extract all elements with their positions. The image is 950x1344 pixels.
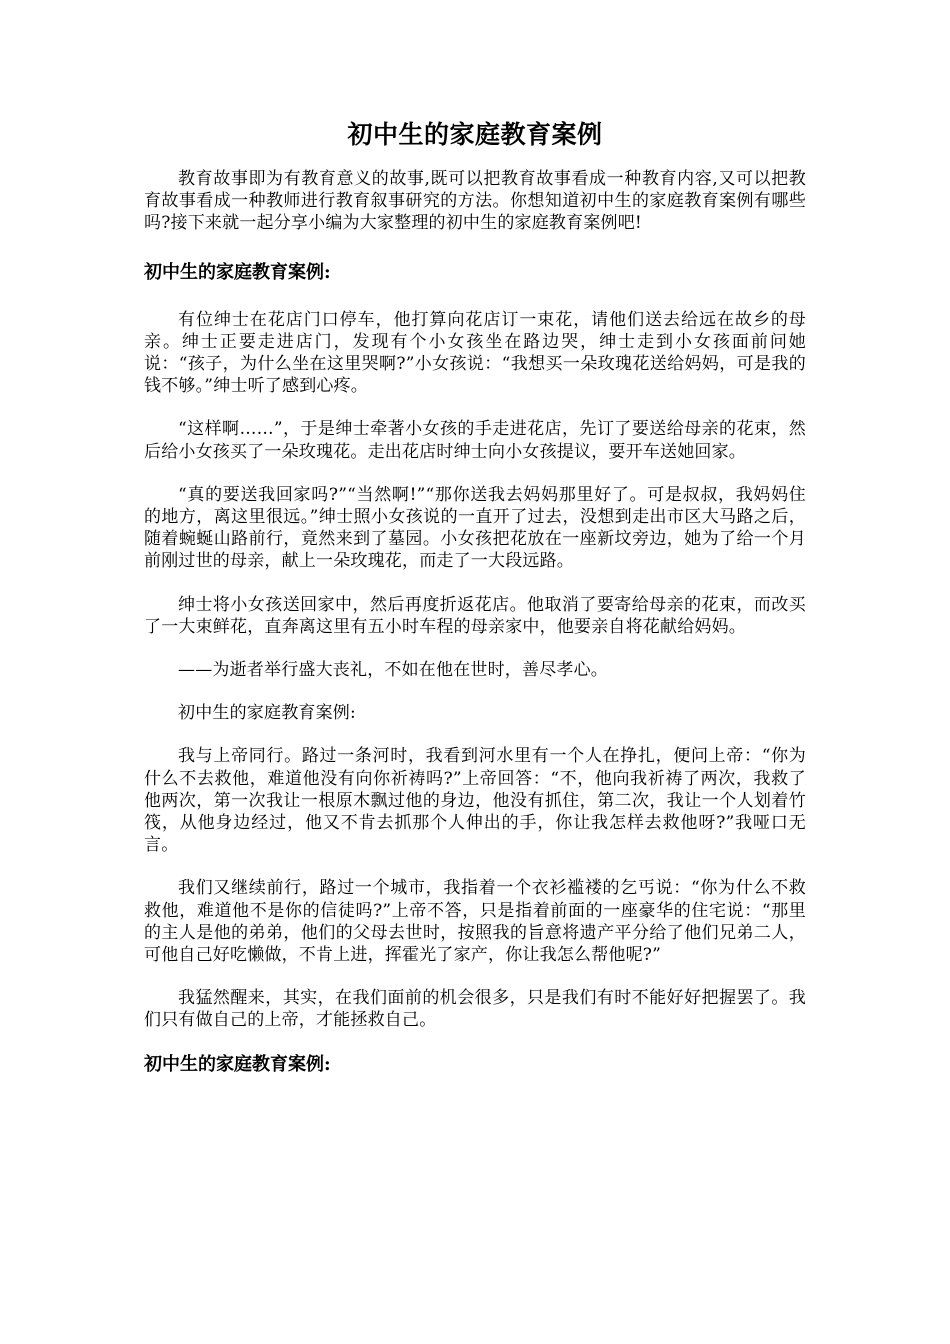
intro-paragraph: 教育故事即为有教育意义的故事,既可以把教育故事看成一种教育内容,又可以把教育故事看成一种教师进行教育叙事研究的方法。你想知道初中生的家庭教育案例有哪些吗?接下来就一起分享小编为大家整理的初中生的家庭教育案例吧!: [144, 169, 806, 234]
body-paragraph: 绅士将小女孩送回家中，然后再度折返花店。他取消了要寄给母亲的花束，而改买了一大束鲜花，直奔离这里有五小时车程的母亲家中，他要亲自将花献给妈妈。: [144, 594, 806, 637]
subheading-paragraph: 初中生的家庭教育案例:: [178, 703, 356, 724]
document-body: [144, 112, 806, 1101]
moral-line: ——为逝者举行盛大丧礼，不如在他在世时，善尽孝心。: [178, 660, 608, 681]
body-paragraph: 有位绅士在花店门口停车，他打算向花店订一束花，请他们送去给远在故乡的母亲。绅士正要走进店门，发现有个小女孩坐在路边哭，绅士走到小女孩面前问她说：“孩子，为什么坐在这里哭啊?”小女孩说：“我想买一朵玫瑰花送给妈妈，可是我的钱不够。”绅士听了感到心疼。: [144, 309, 806, 397]
body-paragraph: 我们又继续前行，路过一个城市，我指着一个衣衫褴褛的乞丐说：“你为什么不救救他，难道他不是你的信徒吗?”上帝不答，只是指着前面的一座豪华的住宅说：“那里的主人是他的弟弟，他们的父母去世时，按照我的旨意将遗产平分给了他们兄弟二人，可他自己好吃懒做，不肯上进，挥霍光了家产，你让我怎么帮他呢?”: [144, 878, 806, 966]
body-paragraph: “真的要送我回家吗?”“当然啊!”“那你送我去妈妈那里好了。可是叔叔，我妈妈住的地方，离这里很远。”绅士照小女孩说的一直开了过去，没想到走出市区大马路之后，随着蜿蜒山路前行，竟然来到了墓园。小女孩把花放在一座新坟旁边，她为了给一个月前刚过世的母亲，献上一朵玫瑰花，而走了一大段远路。: [144, 484, 806, 572]
body-paragraph: 我与上帝同行。路过一条河时，我看到河水里有一个人在挣扎，便问上帝：“你为什么不去救他，难道他没有向你祈祷吗?”上帝回答：“不，他向我祈祷了两次，我救了他两次，第一次我让一根原木飘过他的身边，他没有抓住，第二次，我让一个人划着竹筏，从他身边经过，他又不肯去抓那个人伸出的手，你让我怎样去救他呀?”我哑口无言。: [144, 746, 806, 856]
section-heading: 初中生的家庭教育案例:: [144, 261, 331, 283]
body-paragraph: 我猛然醒来，其实，在我们面前的机会很多，只是我们有时不能好好把握罢了。我们只有做自己的上帝，才能拯救自己。: [144, 988, 806, 1031]
body-paragraph: “这样啊……”，于是绅士牵著小女孩的手走进花店，先订了要送给母亲的花束，然后给小女孩买了一朵玫瑰花。走出花店时绅士向小女孩提议，要开车送她回家。: [144, 419, 806, 462]
document-title: 初中生的家庭教育案例: [347, 120, 603, 149]
section-heading: 初中生的家庭教育案例:: [144, 1053, 331, 1075]
